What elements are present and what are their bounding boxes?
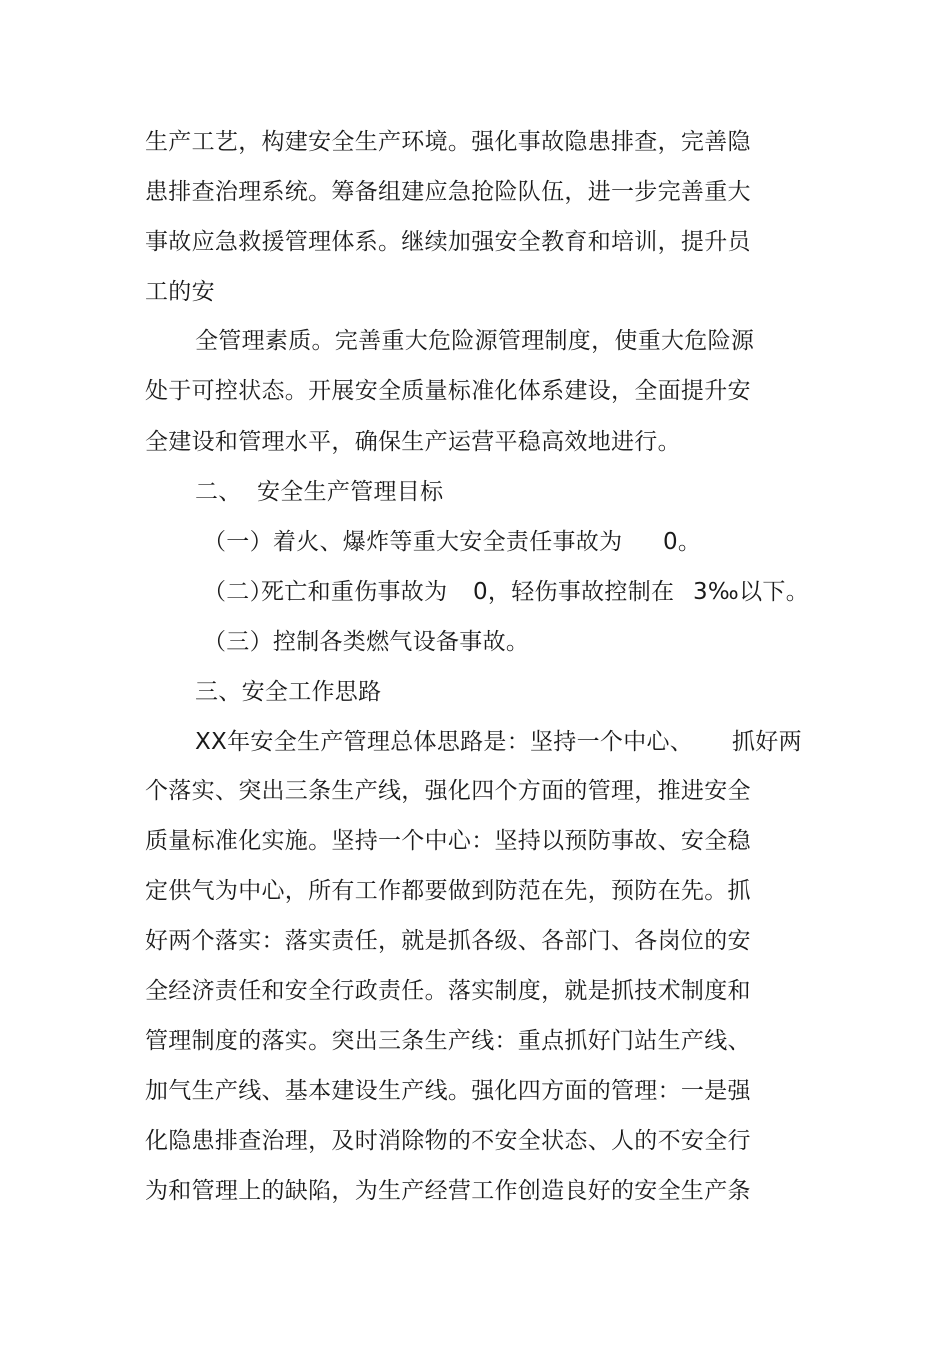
paragraph-line: 管理制度的落实。突出三条生产线：重点抓好门站生产线、 [145, 1028, 751, 1054]
target-item-3: （三）控制各类燃气设备事故。 [203, 629, 530, 655]
section-heading-3: 三、安全工作思路 [195, 679, 382, 705]
paragraph-line: 生产工艺，构建安全生产环境。强化事故隐患排查，完善隐 [145, 129, 751, 155]
paragraph-line: 处于可控状态。开展安全质量标准化体系建设，全面提升安 [145, 378, 751, 404]
paragraph-line: 加气生产线、基本建设生产线。强化四方面的管理：一是强 [145, 1078, 751, 1104]
paragraph-line: 全管理素质。完善重大危险源管理制度，使重大危险源 [195, 328, 755, 354]
section-number: 二、 [195, 479, 242, 505]
target-label: （一）着火、爆炸等重大安全责任事故为 [203, 529, 623, 555]
target-value: 0。 [663, 529, 702, 555]
paragraph-line: 事故应急救援管理体系。继续加强安全教育和培训，提升员 [145, 229, 751, 255]
section-title: 安全生产管理目标 [257, 479, 444, 505]
paragraph-line: 患排查治理系统。筹备组建应急抢险队伍，进一步完善重大 [145, 179, 751, 205]
paragraph-line: 化隐患排查治理，及时消除物的不安全状态、人的不安全行 [145, 1128, 751, 1154]
target-text: 死亡和重伤事故为 [261, 579, 448, 605]
paragraph-line: 全经济责任和安全行政责任。落实制度，就是抓技术制度和 [145, 978, 751, 1004]
paragraph-line: 为和管理上的缺陷，为生产经营工作创造良好的安全生产条 [145, 1178, 751, 1204]
target-label: （二） [203, 579, 273, 605]
paragraph-line: 个落实、突出三条生产线，强化四个方面的管理，推进安全 [145, 778, 751, 804]
paragraph-line: 工的安 [145, 279, 215, 305]
paragraph-line: 质量标准化实施。坚持一个中心：坚持以预防事故、安全稳 [145, 828, 751, 854]
intro-text: 抓好两 [732, 729, 802, 755]
target-text: 3‰以下。 [693, 579, 809, 605]
paragraph-line: 全建设和管理水平，确保生产运营平稳高效地进行。 [145, 429, 681, 455]
paragraph-line: 定供气为中心，所有工作都要做到防范在先，预防在先。抓 [145, 878, 751, 904]
target-text: 0，轻伤事故控制在 [473, 579, 675, 605]
intro-text: 坚持一个中心、 [530, 729, 694, 755]
intro-text: XX年安全生产管理总体思路是： [195, 729, 531, 755]
paragraph-line: 好两个落实：落实责任，就是抓各级、各部门、各岗位的安 [145, 928, 751, 954]
